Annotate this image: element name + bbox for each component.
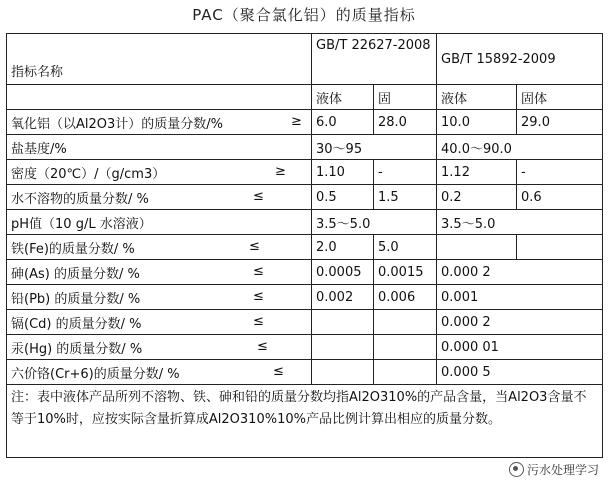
value-cell: 0.000 2 xyxy=(437,310,603,335)
value-cell: - xyxy=(374,160,437,185)
item-label: 水不溶物的质量分数/ % xyxy=(11,191,149,207)
value-cell xyxy=(437,235,517,260)
item-label: 氧化铝（以Al2O3计）的质量分数/% xyxy=(11,116,224,132)
item-name-cell xyxy=(7,310,312,335)
value-cell: 0.2 xyxy=(437,185,517,210)
item-name-cell xyxy=(7,210,312,235)
value-cell: - xyxy=(517,160,603,185)
value-cell xyxy=(374,360,437,385)
note-text: 注：表中液体产品所列不溶物、铁、砷和铅的质量分数均指Al2O310%的产品含量，当Al2O3含量不等于10%时，应按实际含量折算成Al2O310%10%产品比例计算出相应的质量分数。 xyxy=(7,385,603,458)
value-cell: 0.000 5 xyxy=(437,360,603,385)
value-cell xyxy=(312,360,374,385)
item-label: 密度（20℃）/（g/cm3） xyxy=(11,166,166,182)
comparison-symbol: ≤ xyxy=(273,364,284,379)
table-row xyxy=(7,110,603,135)
value-cell: 0.000 2 xyxy=(437,260,603,285)
item-label: 铁(Fe)的质量分数/ % xyxy=(11,241,135,257)
table-row xyxy=(7,235,603,260)
document-title: PAC（聚合氯化铝）的质量指标 xyxy=(192,6,416,24)
comparison-symbol: ≤ xyxy=(249,239,260,254)
value-cell: 0.001 xyxy=(437,285,603,310)
table-row xyxy=(7,135,603,160)
value-cell: 1.12 xyxy=(437,160,517,185)
value-cell: 1.10 xyxy=(312,160,374,185)
watermark xyxy=(506,460,602,479)
item-label: 六价铬(Cr+6)的质量分数/ % xyxy=(11,366,180,382)
value-cell: 28.0 xyxy=(374,110,437,135)
item-name-cell xyxy=(7,260,312,285)
comparison-symbol: ≤ xyxy=(257,339,268,354)
comparison-symbol: ≤ xyxy=(253,289,264,304)
value-cell: 2.0 xyxy=(312,235,374,260)
quality-spec-table xyxy=(6,33,603,458)
value-cell: 5.0 xyxy=(374,235,437,260)
watermark-text: 污水处理学习 xyxy=(526,463,599,477)
value-cell: 0.0015 xyxy=(374,260,437,285)
item-label: 砷(As) 的质量分数/ % xyxy=(11,266,140,282)
item-name-cell xyxy=(7,285,312,310)
value-cell: 0.0005 xyxy=(312,260,374,285)
value-cell: 6.0 xyxy=(312,110,374,135)
comparison-symbol: ≥ xyxy=(291,114,302,129)
value-cell: 3.5～5.0 xyxy=(437,210,603,235)
table-row xyxy=(7,285,603,310)
item-name-cell xyxy=(7,110,312,135)
table-row xyxy=(7,210,603,235)
item-name-cell xyxy=(7,360,312,385)
comparison-symbol: ≤ xyxy=(253,189,264,204)
item-label: 汞(Hg) 的质量分数/ % xyxy=(11,341,143,357)
item-label: 盐基度/% xyxy=(11,141,67,157)
value-cell: 30～95 xyxy=(312,135,437,160)
comparison-symbol: ≤ xyxy=(253,264,264,279)
value-cell: 40.0～90.0 xyxy=(437,135,603,160)
value-cell: 0.006 xyxy=(374,285,437,310)
value-cell xyxy=(312,335,374,360)
item-label: 镉(Cd) 的质量分数/ % xyxy=(11,316,142,332)
value-cell: 0.002 xyxy=(312,285,374,310)
value-cell: 10.0 xyxy=(437,110,517,135)
solid-header-1: 固 xyxy=(374,85,437,110)
value-cell xyxy=(374,335,437,360)
table-row xyxy=(7,185,603,210)
item-name-cell xyxy=(7,335,312,360)
wechat-icon xyxy=(509,462,524,477)
std-gb15892-header: GB/T 15892-2009 xyxy=(437,34,603,85)
std-gb22627-header: GB/T 22627-2008 xyxy=(312,34,437,85)
table-row xyxy=(7,260,603,285)
table-row xyxy=(7,360,603,385)
empty-cell xyxy=(7,85,312,110)
table-row xyxy=(7,310,603,335)
value-cell: 29.0 xyxy=(517,110,603,135)
item-name-cell xyxy=(7,160,312,185)
value-cell: 1.5 xyxy=(374,185,437,210)
item-name-header: 指标名称 xyxy=(7,34,312,85)
value-cell: 0.000 01 xyxy=(437,335,603,360)
liquid-header-2: 液体 xyxy=(437,85,517,110)
item-name-cell xyxy=(7,185,312,210)
table-row xyxy=(7,160,603,185)
table-row xyxy=(7,335,603,360)
value-cell xyxy=(517,235,603,260)
item-name-cell xyxy=(7,135,312,160)
note-row xyxy=(7,385,603,458)
value-cell: 3.5～5.0 xyxy=(312,210,437,235)
item-label: pH值（10 g/L 水溶液） xyxy=(11,216,152,232)
value-cell xyxy=(374,310,437,335)
table-header-row xyxy=(7,34,603,85)
value-cell: 0.5 xyxy=(312,185,374,210)
item-label: 铅(Pb) 的质量分数/ % xyxy=(11,291,141,307)
form-header-row xyxy=(7,85,603,110)
value-cell: 0.6 xyxy=(517,185,603,210)
comparison-symbol: ≤ xyxy=(253,314,264,329)
solid-header-2: 固体 xyxy=(517,85,603,110)
item-name-cell xyxy=(7,235,312,260)
comparison-symbol: ≥ xyxy=(275,164,286,179)
liquid-header-1: 液体 xyxy=(312,85,374,110)
value-cell xyxy=(312,310,374,335)
